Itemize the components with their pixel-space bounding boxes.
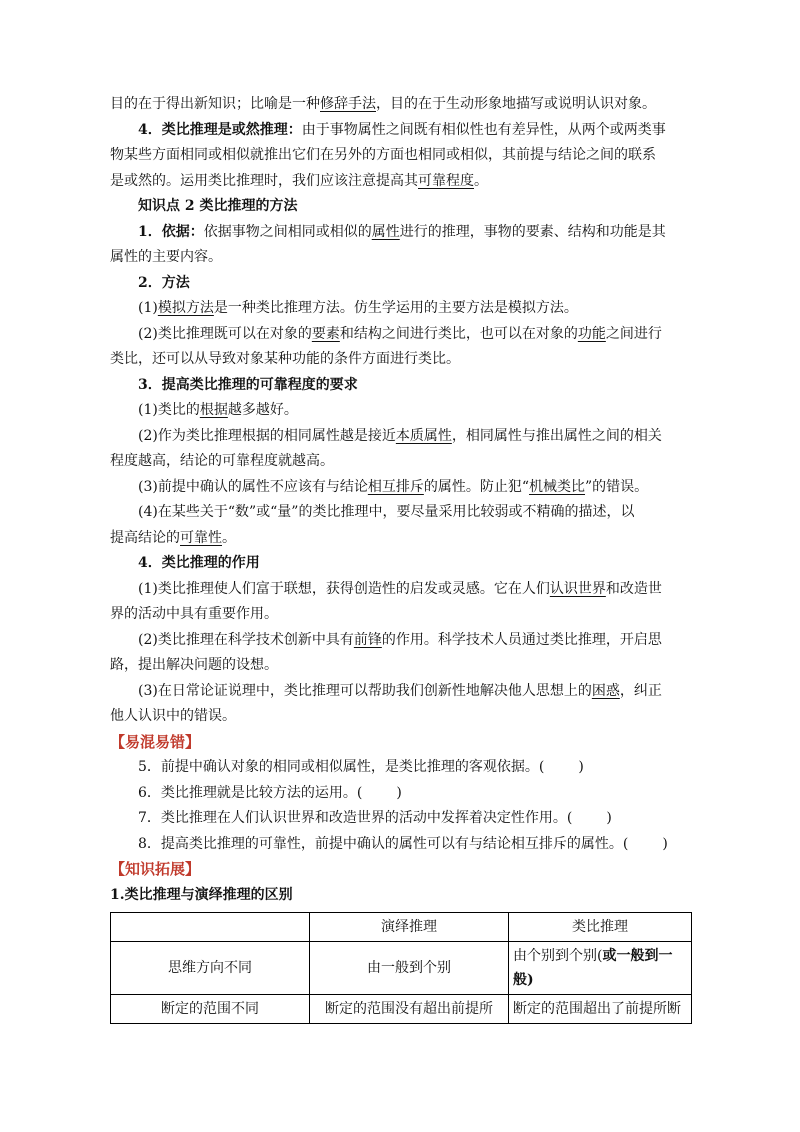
- requirement-item: (2)作为类比推理根据的相同属性越是接近本质属性，相同属性与推出属性之间的相关: [138, 427, 662, 444]
- comparison-table: [110, 912, 692, 1024]
- table-header-row: [111, 913, 692, 942]
- basis-line: 1．依据：依据事物之间相同或相似的属性进行的推理，事物的要素、结构和功能是其: [138, 223, 666, 240]
- paragraph-line: 属性的主要内容。: [110, 249, 222, 265]
- table-header-empty: [111, 913, 310, 942]
- table-caption: 1.类比推理与演绎推理的区别: [110, 886, 293, 903]
- requirement-item: (4)在某些关于“数”或“量”的类比推理中，要尽量采用比较弱或不精确的描述，以: [138, 504, 635, 520]
- extension-heading: 【知识拓展】: [110, 860, 201, 878]
- reliability-heading: 3．提高类比推理的可靠程度的要求: [138, 376, 358, 393]
- judgment-item: 7．类比推理在人们认识世界和改造世界的活动中发挥着决定性作用。( ): [138, 810, 612, 826]
- requirement-item: (3)前提中确认的属性不应该有与结论相互排斥的属性。防止犯“机械类比”的错误。: [138, 478, 649, 495]
- method-item: (1)模拟方法是一种类比推理方法。仿生学运用的主要方法是模拟方法。: [138, 300, 578, 316]
- method-item: (2)类比推理既可以在对象的要素和结构之间进行类比，也可以在对象的功能之间进行: [138, 325, 662, 342]
- confusion-heading: 【易混易错】: [110, 732, 201, 751]
- table-header-deduction: 演绎推理: [310, 913, 509, 942]
- table-cell: 断定的范围不同: [111, 995, 310, 1024]
- method-heading: 2．方法: [138, 274, 190, 291]
- table-cell: 由个别到个别(或一般到一 般): [509, 942, 692, 995]
- paragraph-line: 界的活动中具有重要作用。: [110, 606, 278, 622]
- paragraph-line: 提高结论的可靠性。: [110, 529, 236, 546]
- paragraph-line: 类比，还可以从导致对象某种功能的条件方面进行类比。: [110, 351, 460, 367]
- function-item: (1)类比推理使人们富于联想，获得创造性的启发或灵感。它在人们认识世界和改造世: [138, 580, 662, 597]
- knowledge-point-2-heading: 知识点 2 类比推理的方法: [138, 198, 298, 214]
- table-cell: 思维方向不同: [111, 942, 310, 995]
- function-item: (3)在日常论证说理中，类比推理可以帮助我们创新性地解决他人思想上的困惑，纠正: [138, 682, 662, 699]
- paragraph-line: 他人认识中的错误。: [110, 708, 236, 724]
- judgment-item: 8．提高类比推理的可靠性，前提中确认的属性可以有与结论相互排斥的属性。( ): [138, 835, 668, 852]
- judgment-item: 5．前提中确认对象的相同或相似属性，是类比推理的客观依据。( ): [138, 759, 584, 775]
- judgment-item: 6．类比推理就是比较方法的运用。( ): [138, 784, 402, 801]
- document-page: [110, 92, 692, 1024]
- paragraph-line: 目的在于得出新知识；比喻是一种修辞手法，目的在于生动形象地描写或说明认识对象。: [110, 96, 656, 112]
- paragraph-line: 物某些方面相同或相似就推出它们在另外的方面也相同或相似，其前提与结论之间的联系: [110, 147, 656, 163]
- requirement-item: (1)类比的根据越多越好。: [138, 402, 298, 418]
- table-cell: 断定的范围没有超出前提所: [310, 995, 509, 1024]
- table-row: [111, 995, 692, 1024]
- paragraph-line: 是或然的。运用类比推理时，我们应该注意提高其可靠程度。: [110, 172, 488, 189]
- paragraph-line: 路，提出解决问题的设想。: [110, 657, 278, 673]
- function-heading: 4．类比推理的作用: [138, 555, 260, 571]
- table-cell: 由一般到个别: [310, 942, 509, 995]
- point-4-line: 4．类比推理是或然推理：由于事物属性之间既有相似性也有差异性，从两个或两类事: [138, 121, 666, 138]
- paragraph-line: 程度越高，结论的可靠程度就越高。: [110, 453, 334, 469]
- table-header-analogy: 类比推理: [509, 913, 692, 942]
- table-row: [111, 942, 692, 995]
- table-cell: 断定的范围超出了前提所断: [509, 995, 692, 1024]
- function-item: (2)类比推理在科学技术创新中具有前锋的作用。科学技术人员通过类比推理，开启思: [138, 631, 662, 648]
